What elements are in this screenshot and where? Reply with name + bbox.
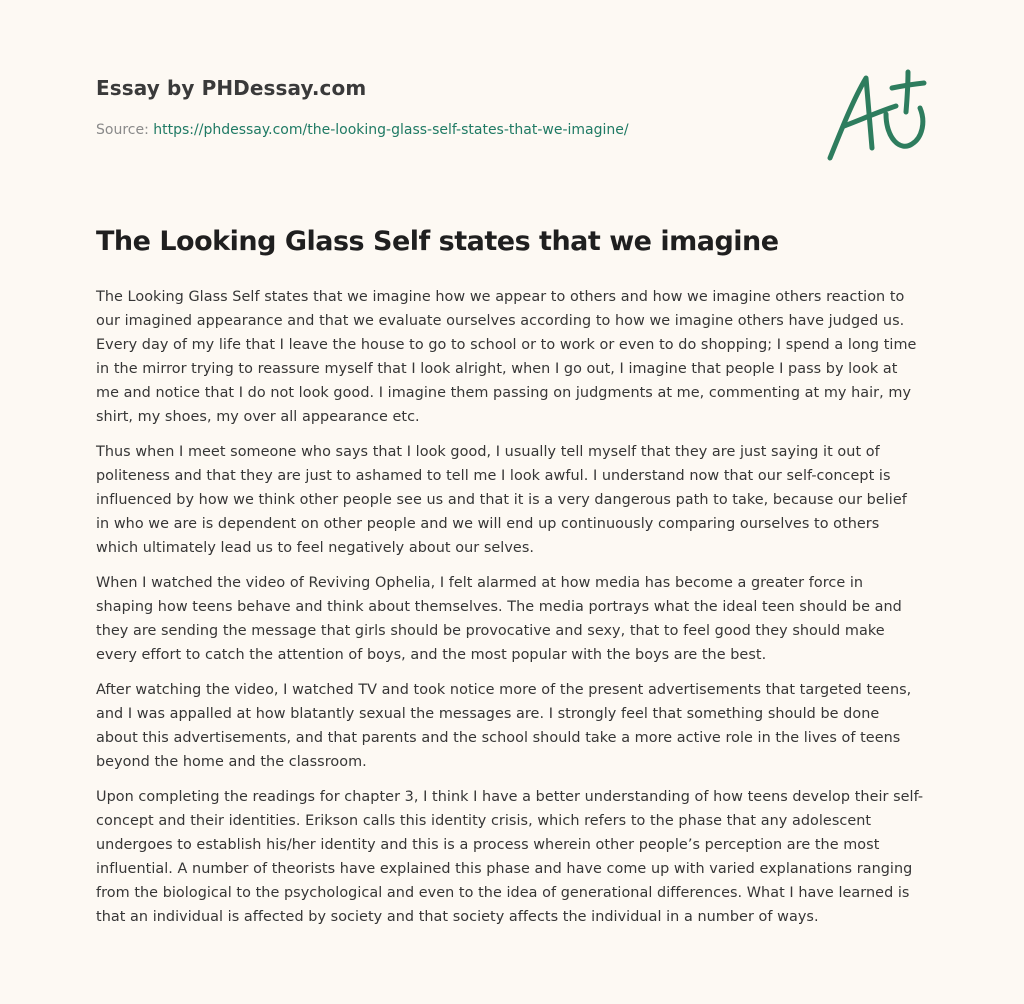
source-line xyxy=(96,122,796,138)
source-link[interactable]: https://phdessay.com/the-looking-glass-self-states-that-we-imagine/ xyxy=(153,122,629,138)
paragraph-3: When I watched the video of Reviving Ophelia, I felt alarmed at how media has become a greater force in shaping how teens behave and think about themselves. The media portrays what the ideal teen should be and they are sending the message that girls should be provocative and sexy, that to feel good they should make every effort to catch the attention of boys, and the most popular with the boys are the best. xyxy=(96,575,902,663)
site-title: Essay by PHDessay.com xyxy=(96,76,367,100)
article-title: The Looking Glass Self states that we imagine xyxy=(96,226,779,257)
a-plus-grade-icon xyxy=(820,66,930,166)
source-label: Source: xyxy=(96,122,154,138)
paragraph-5: Upon completing the readings for chapter 3, I think I have a better understanding of how teens develop their self-concept and their identities. Erikson calls this identity crisis, which refers to the phase that any adolescent undergoes to establish his/her identity and this is a process wherein other people’s perception are the most influential. A number of theorists have explained this phase and have come up with varied explanations ranging from the biological to the psychological and even to the idea of generational differences. What I have learned is that an individual is affected by society and that society affects the individual in a number of ways. xyxy=(96,789,924,925)
article-body xyxy=(96,285,924,940)
paragraph-1: The Looking Glass Self states that we imagine how we appear to others and how we imagine others reaction to our imagined appearance and that we evaluate ourselves according to how we imagine others have judged us. Every day of my life that I leave the house to go to school or to work or even to do shopping; I spend a long time in the mirror trying to reassure myself that I look alright, when I go out, I imagine that people I pass by look at me and notice that I do not look good. I imagine them passing on judgments at me, commenting at my hair, my shirt, my shoes, my over all appearance etc. xyxy=(96,289,917,425)
header xyxy=(96,76,796,138)
paragraph-4: After watching the video, I watched TV and took notice more of the present advertisements that targeted teens, and I was appalled at how blatantly sexual the messages are. I strongly feel that something should be done about this advertisements, and that parents and the school should take a more active role in the lives of teens beyond the home and the classroom. xyxy=(96,682,912,770)
paragraph-2: Thus when I meet someone who says that I look good, I usually tell myself that they are just saying it out of politeness and that they are just to ashamed to tell me I look awful. I understand now that our self-concept is influenced by how we think other people see us and that it is a very dangerous path to take, because our belief in who we are is dependent on other people and we will end up continuously comparing ourselves to others which ultimately lead us to feel negatively about our selves. xyxy=(96,444,907,556)
